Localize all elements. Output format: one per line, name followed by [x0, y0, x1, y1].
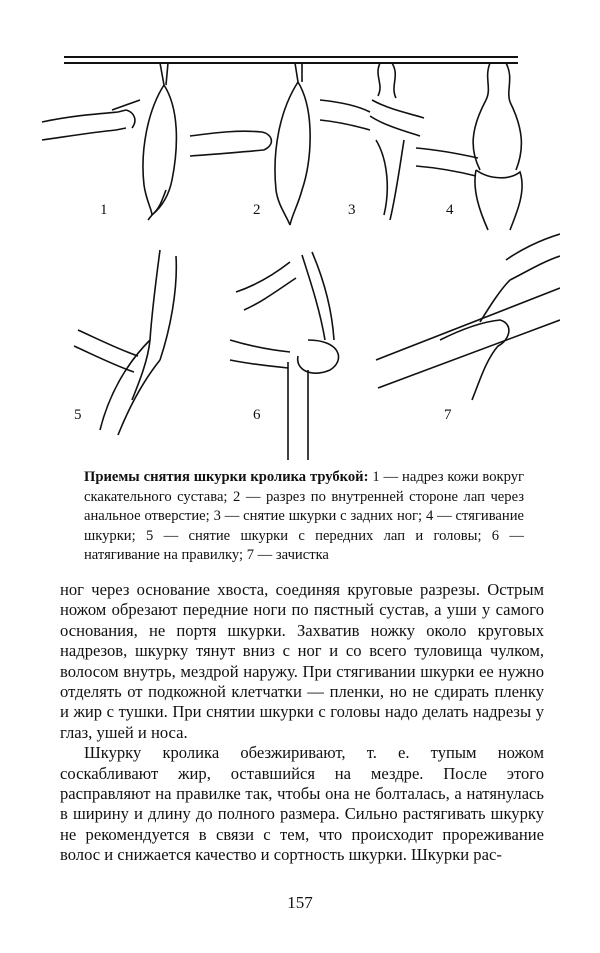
panel-2-drawing: [190, 63, 310, 225]
paragraph-1: ног через основание хвоста, соединяя круговые разрезы. Острым ножом обрезают передние ноги по пястный сустав, а уши у самого основания, не портя шкурки. Захватив ножку около круговых надрезов, шкурку тянут вниз с ног и со всего туловища чулком, волосом внутрь, мездрой наружу. При стягивании шкурки ее нужно отделять от подкожной клетчатки — пленки, но не сдирать пленку и жир с тушки. При снятии шкурки с головы надо делать надрезы у глаз, ушей и носа.: [60, 580, 544, 742]
panel-7-drawing: [376, 234, 560, 400]
illustration: [40, 40, 560, 460]
caption-title: Приемы снятия шкурки кролика трубкой:: [84, 469, 369, 485]
caption-text: 1 — надрез кожи вокруг скакательного сустава; 2 — разрез по внутренней стороне лап через анальное отверстие; 3 — снятие шкурки с задних ног; 4 — стягивание шкурки; 5 — снятие шкурки с передних лап и головы; 6 — натягивание на правилку; 7 — зачистка: [84, 469, 524, 564]
panel-number-4: 4: [446, 202, 454, 218]
panel-number-1: 1: [100, 202, 108, 218]
body-text: [60, 580, 544, 866]
page-number: 157: [287, 893, 313, 912]
panel-4-drawing: [416, 63, 522, 230]
paragraph-2: Шкурку кролика обезжиривают, т. е. тупым ножом соскабливают жир, оставшийся на мездре. После этого расправляют на правилке так, чтобы она не болталась, а натянулась в ширину и длину до полного размера. Сильно растягивать шкурку не рекомендуется в связи с тем, что происходит прореживание волос и снижается качество и сортность шкурки. Шкурки рас-: [60, 743, 544, 865]
panel-number-3: 3: [348, 202, 356, 218]
rabbit-skinning-drawings: [40, 40, 560, 460]
panel-1-drawing: [42, 63, 176, 220]
hanging-rod: [64, 57, 518, 63]
panel-number-7: 7: [444, 407, 452, 423]
panel-5-drawing: [74, 250, 176, 435]
figure-caption: [84, 468, 524, 566]
panel-3-drawing: [320, 63, 424, 220]
panel-number-6: 6: [253, 407, 261, 423]
panel-number-5: 5: [74, 407, 82, 423]
panel-6-drawing: [230, 252, 339, 460]
panel-number-2: 2: [253, 202, 261, 218]
